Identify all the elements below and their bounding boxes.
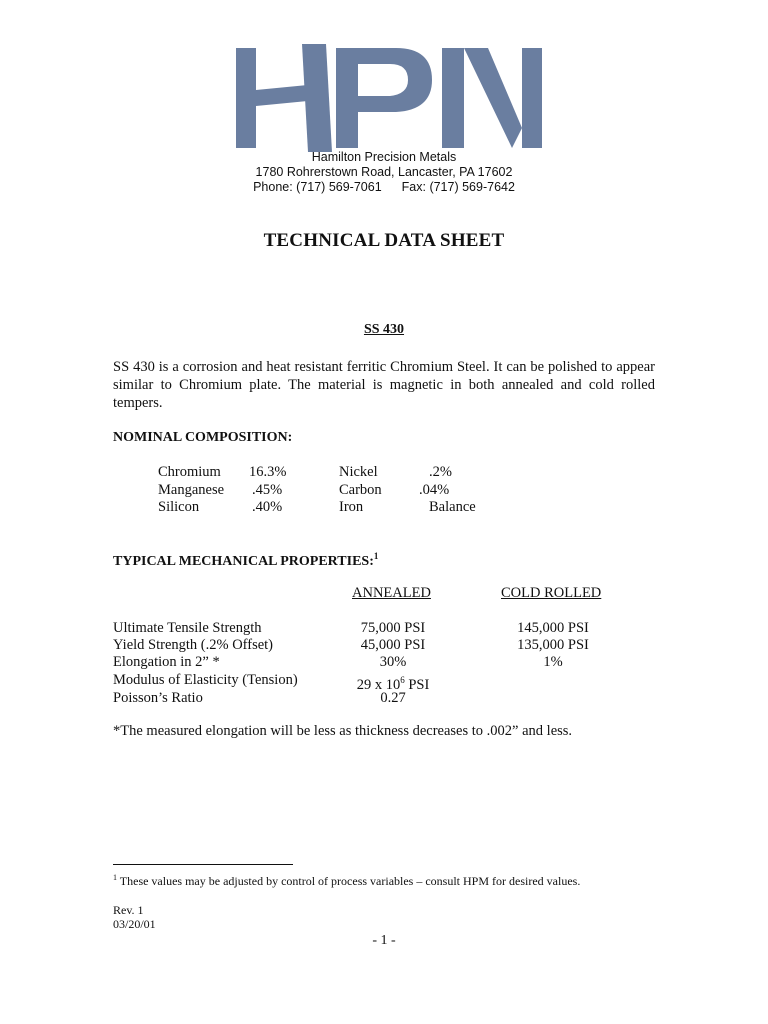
composition-value: .2% xyxy=(429,464,452,480)
modulus-exponent: 6 xyxy=(400,675,405,685)
annealed-value: 30% xyxy=(379,654,407,670)
revision-date: 03/20/01 xyxy=(113,917,156,931)
company-address: 1780 Rohrerstown Road, Lancaster, PA 17602 xyxy=(255,165,513,179)
logo-m-left-stem xyxy=(442,48,464,148)
composition-element: Manganese xyxy=(158,482,225,498)
column-header-annealed: ANNEALED xyxy=(352,585,431,601)
cold-rolled-value: 1% xyxy=(543,654,563,670)
composition-element: Chromium xyxy=(158,464,221,480)
property-label: Ultimate Tensile Strength xyxy=(113,620,262,636)
column-header-cold-rolled: COLD ROLLED xyxy=(501,585,602,601)
company-name: Hamilton Precision Metals xyxy=(311,150,457,164)
page-number: - 1 - xyxy=(372,933,396,948)
elongation-note: *The measured elongation will be less as thickness decreases to .002” and less. xyxy=(113,723,573,739)
footnote-number: 1 xyxy=(113,873,117,882)
mechanical-heading-text: TYPICAL MECHANICAL PROPERTIES: xyxy=(113,554,374,569)
composition-element: Carbon xyxy=(339,482,382,498)
composition-element: Nickel xyxy=(339,464,378,480)
property-label: Poisson’s Ratio xyxy=(113,690,203,706)
composition-element: Iron xyxy=(339,499,364,515)
composition-value: 16.3% xyxy=(249,464,287,480)
mechanical-footnote-ref: 1 xyxy=(373,551,379,561)
alloy-description: SS 430 is a corrosion and heat resistant ferritic Chromium Steel. It can be polished to appear similar to Chromium plate. The material is magnetic in both annealed and cold rolled tempers. xyxy=(113,359,655,411)
cold-rolled-value: 135,000 PSI xyxy=(517,637,589,653)
logo-h-right-stem xyxy=(302,44,332,152)
annealed-value: 75,000 PSI xyxy=(360,620,426,636)
logo-p-stem xyxy=(336,48,358,148)
company-contact xyxy=(200,180,568,195)
logo-h-left-stem xyxy=(236,48,256,148)
annealed-value: 45,000 PSI xyxy=(360,637,426,653)
mechanical-heading xyxy=(113,551,378,570)
footnote-text: These values may be adjusted by control of process variables – consult HPM for desired values. xyxy=(117,874,581,888)
logo-m-diagonal xyxy=(464,48,522,148)
modulus-unit: PSI xyxy=(404,677,430,693)
annealed-value: 0.27 xyxy=(380,690,406,706)
document-title: TECHNICAL DATA SHEET xyxy=(263,230,505,251)
property-label: Elongation in 2” * xyxy=(113,654,220,670)
registered-trademark: ® xyxy=(522,50,532,65)
composition-value: .40% xyxy=(252,499,283,515)
composition-value: Balance xyxy=(429,499,476,515)
property-label: Yield Strength (.2% Offset) xyxy=(113,637,274,653)
revision-label: Rev. 1 xyxy=(113,903,144,917)
composition-value: .45% xyxy=(252,482,283,498)
cold-rolled-value: 145,000 PSI xyxy=(517,620,589,636)
alloy-title: SS 430 xyxy=(363,322,405,337)
company-fax: Fax: (717) 569-7642 xyxy=(401,180,515,194)
footnote-divider xyxy=(113,864,293,865)
composition-value: .04% xyxy=(419,482,450,498)
modulus-base: 29 x 10 xyxy=(356,677,401,693)
composition-element: Silicon xyxy=(158,499,200,515)
logo-p-bowl xyxy=(358,48,432,112)
footnote xyxy=(113,873,580,889)
company-phone: Phone: (717) 569-7061 xyxy=(253,180,382,194)
hpm-logo xyxy=(236,44,542,154)
composition-heading: NOMINAL COMPOSITION: xyxy=(113,430,293,445)
property-label: Modulus of Elasticity (Tension) xyxy=(113,672,298,688)
